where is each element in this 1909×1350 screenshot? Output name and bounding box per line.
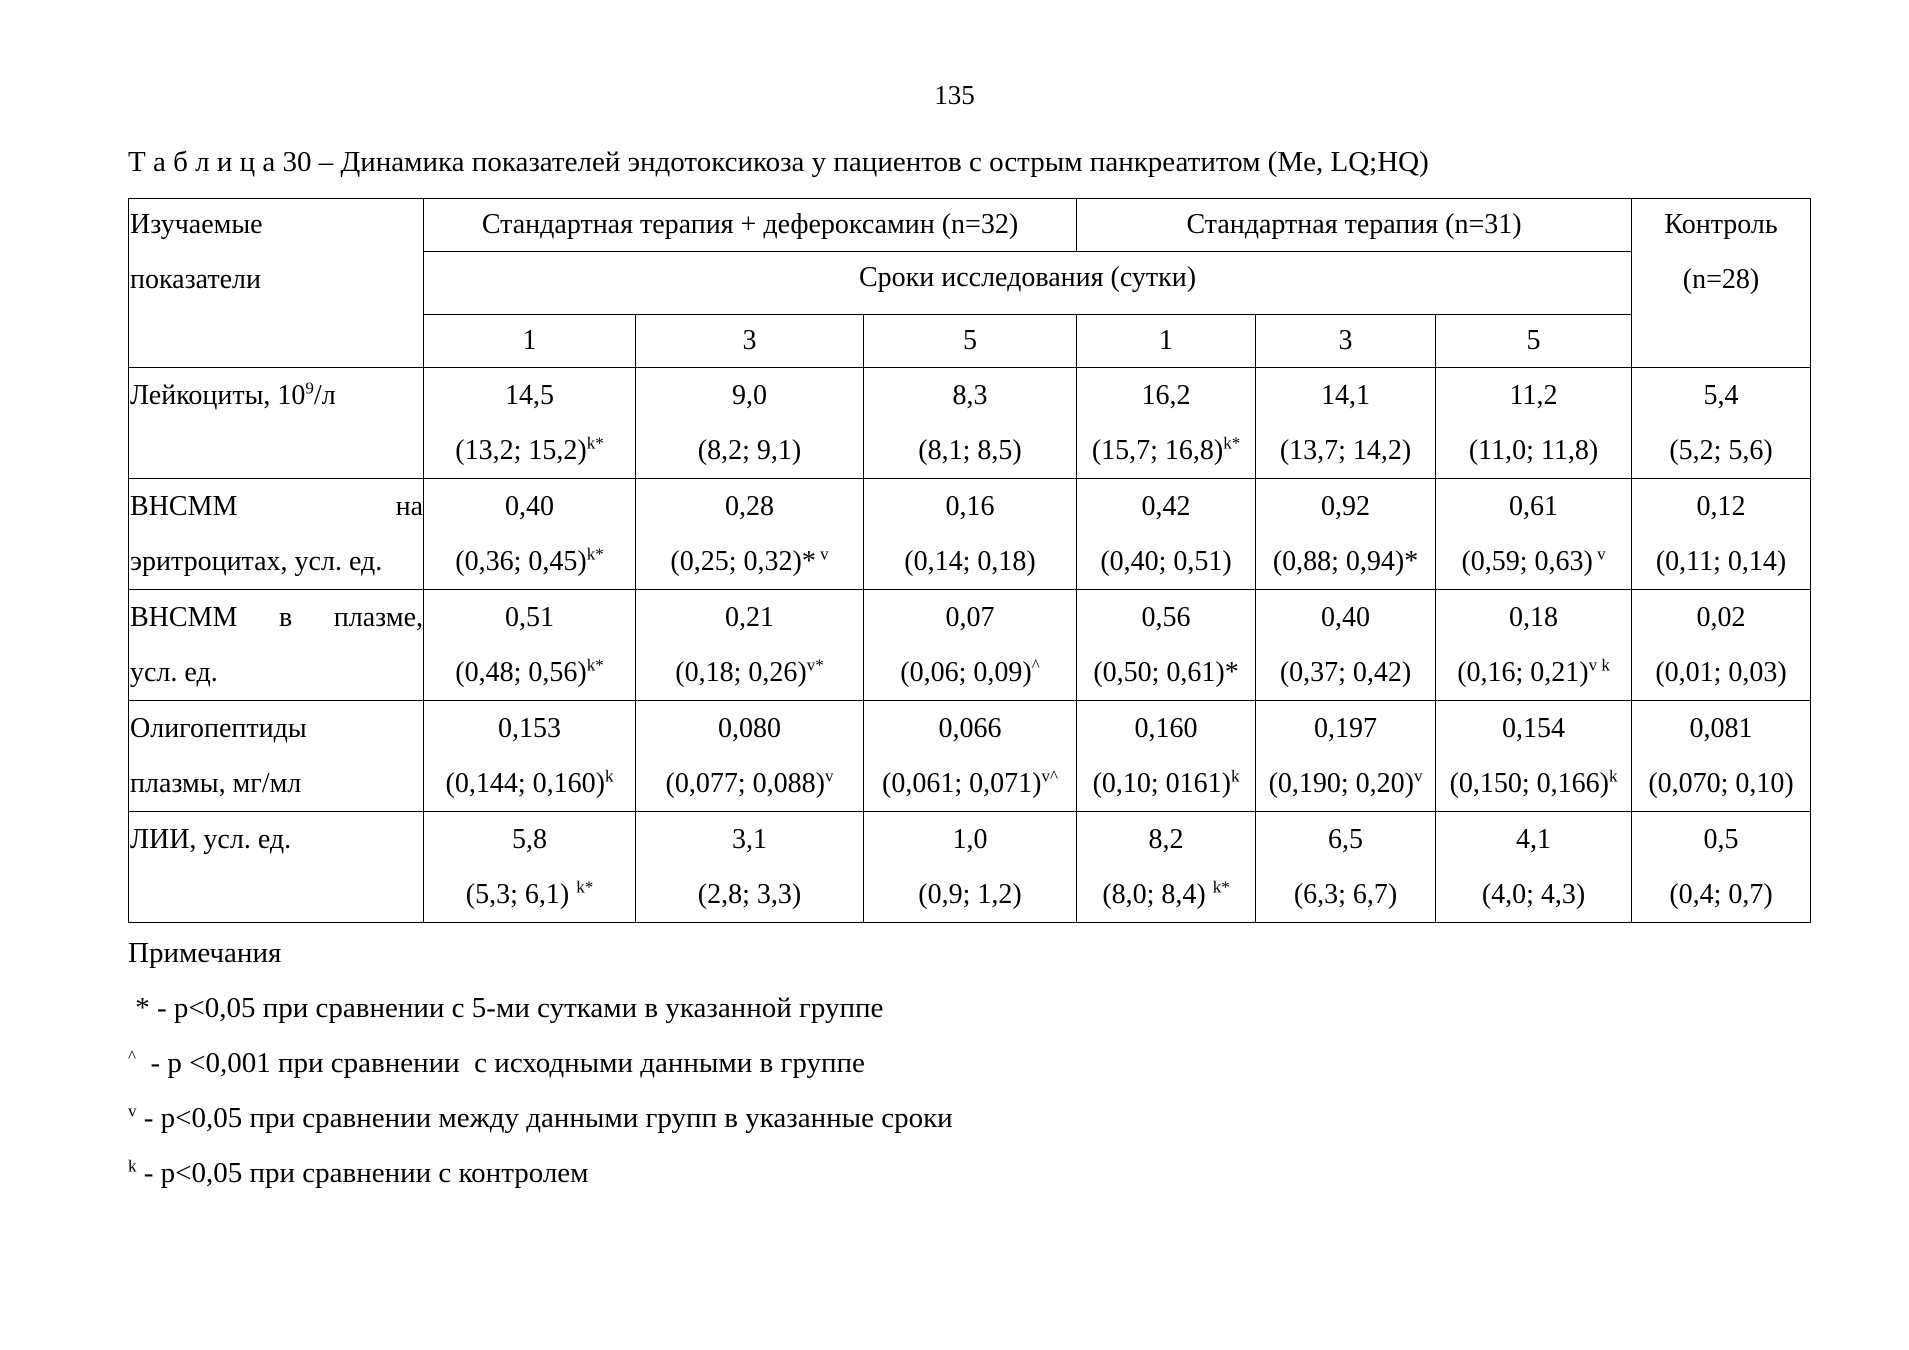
- data-cell: [636, 812, 864, 923]
- data-cell: [636, 479, 864, 590]
- cell-range: (0,40; 0,51): [1100, 546, 1232, 577]
- cell-median: 0,066: [938, 713, 1002, 744]
- cell-mark: v k: [1588, 655, 1610, 675]
- row-label: [129, 368, 424, 479]
- data-cell: [424, 701, 636, 812]
- table-row: [129, 812, 1811, 923]
- data-cell: [424, 590, 636, 701]
- row-label-text: Лейкоциты, 10: [130, 380, 306, 411]
- cell-range: (11,0; 11,8): [1468, 435, 1599, 466]
- row-label: [129, 479, 424, 590]
- data-cell: [1256, 590, 1436, 701]
- cell-range: (0,37; 0,42): [1279, 657, 1412, 688]
- data-cell: [1436, 590, 1632, 701]
- cell-median: 5,4: [1703, 380, 1739, 411]
- row-label-word: плазме,: [333, 602, 423, 633]
- table-row: [129, 368, 1811, 479]
- data-cell: [1256, 479, 1436, 590]
- table-row: [129, 701, 1811, 812]
- row-label: [129, 812, 424, 923]
- cell-mark: v: [824, 766, 834, 786]
- cell-median: 0,61: [1509, 491, 1559, 522]
- note-item: [128, 1036, 953, 1091]
- cell-median: 0,16: [945, 491, 995, 522]
- cell-range: (0,14; 0,18): [904, 546, 1036, 577]
- cell-mark: v*: [806, 655, 824, 675]
- cell-mark: k: [1609, 766, 1618, 786]
- row-label-sup: 9: [305, 378, 314, 398]
- row-label-word: ВНСММ: [130, 491, 238, 522]
- note-item: [128, 1146, 953, 1201]
- data-cell: [1436, 479, 1632, 590]
- cell-mark: v: [815, 544, 829, 564]
- row-label-line1: Олигопептиды: [130, 713, 307, 744]
- cell-median: 0,02: [1696, 602, 1746, 633]
- cell-range: (8,1; 8,5): [918, 435, 1022, 466]
- row-label-line2: эритроцитах, усл. ед.: [130, 546, 383, 577]
- data-cell: [864, 701, 1077, 812]
- header-day: 1: [424, 315, 636, 368]
- cell-range: (13,7; 14,2): [1279, 435, 1412, 466]
- cell-range: (0,01; 0,03): [1655, 657, 1787, 688]
- cell-range: (0,190; 0,20): [1268, 768, 1414, 799]
- data-cell: [1077, 590, 1256, 701]
- header-control-cell: [1632, 199, 1811, 368]
- data-cell: [1256, 368, 1436, 479]
- cell-median: 0,21: [725, 602, 774, 633]
- cell-median: 0,080: [718, 713, 781, 744]
- cell-range: (0,06; 0,09): [900, 657, 1032, 688]
- control-cell: [1632, 479, 1811, 590]
- cell-mark: k*: [1223, 433, 1241, 453]
- control-cell: [1632, 812, 1811, 923]
- control-cell: [1632, 590, 1811, 701]
- cell-median: 0,51: [505, 602, 554, 633]
- cell-range: (13,2; 15,2): [455, 435, 587, 466]
- cell-range: (0,50; 0,61)*: [1093, 657, 1239, 688]
- cell-mark: k*: [576, 877, 594, 897]
- data-cell: [636, 701, 864, 812]
- cell-range: (0,25; 0,32)*: [670, 546, 816, 577]
- cell-median: 11,2: [1509, 380, 1558, 411]
- header-control-line1: Контроль: [1664, 209, 1778, 240]
- cell-range: (0,150; 0,166): [1449, 768, 1609, 799]
- cell-range: (0,18; 0,26): [675, 657, 807, 688]
- cell-mark: k*: [586, 655, 604, 675]
- header-group-deferoxamine: Стандартная терапия + дефероксамин (n=32): [424, 199, 1077, 252]
- note-item: [128, 981, 953, 1036]
- note-text: * - р<0,05 при сравнении с 5-ми сутками в указанной группе: [128, 992, 884, 1024]
- endotoxicosis-table: [128, 198, 1811, 923]
- cell-mark: v: [1414, 766, 1423, 786]
- cell-median: 0,28: [725, 491, 774, 522]
- page-number: 135: [934, 80, 975, 110]
- cell-range: (0,9; 1,2): [918, 879, 1022, 910]
- cell-mark: ^: [1031, 655, 1040, 675]
- cell-range: (0,36; 0,45): [455, 546, 587, 577]
- cell-range: (2,8; 3,3): [697, 879, 802, 910]
- cell-median: 0,56: [1141, 602, 1191, 633]
- note-symbol: k: [128, 1156, 137, 1176]
- row-label-line2: усл. ед.: [130, 657, 218, 688]
- cell-median: 0,197: [1314, 713, 1378, 744]
- cell-range: (0,4; 0,7): [1669, 879, 1773, 910]
- data-cell: [424, 812, 636, 923]
- data-cell: [864, 368, 1077, 479]
- cell-range: (5,2; 5,6): [1669, 435, 1773, 466]
- header-terms: Сроки исследования (сутки): [424, 252, 1632, 315]
- cell-median: 3,1: [732, 824, 767, 855]
- cell-median: 0,42: [1141, 491, 1191, 522]
- data-cell: [1077, 479, 1256, 590]
- table-notes: [128, 926, 953, 1201]
- data-cell: [636, 590, 864, 701]
- cell-median: 0,07: [945, 602, 995, 633]
- cell-median: 5,8: [512, 824, 547, 855]
- data-cell: [1077, 812, 1256, 923]
- data-cell: [1436, 812, 1632, 923]
- cell-median: 8,3: [952, 380, 988, 411]
- cell-mark: v: [1592, 544, 1606, 564]
- data-cell: [1077, 368, 1256, 479]
- data-cell: [424, 368, 636, 479]
- cell-median: 8,2: [1148, 824, 1184, 855]
- data-cell: [1256, 701, 1436, 812]
- cell-range: (0,070; 0,10): [1648, 768, 1794, 799]
- cell-median: 14,5: [505, 380, 554, 411]
- header-indicator-line1: Изучаемые: [130, 209, 263, 240]
- data-cell: [1436, 701, 1632, 812]
- cell-range: (0,59; 0,63): [1461, 546, 1593, 577]
- control-cell: [1632, 701, 1811, 812]
- header-group-standard: Стандартная терапия (n=31): [1077, 199, 1632, 252]
- header-indicator-line2: показатели: [130, 264, 261, 295]
- cell-range: (0,48; 0,56): [455, 657, 587, 688]
- cell-median: 0,92: [1321, 491, 1371, 522]
- cell-median: 16,2: [1141, 380, 1191, 411]
- cell-range: (0,10; 0161): [1092, 768, 1231, 799]
- row-label: [129, 590, 424, 701]
- cell-mark: k*: [586, 433, 604, 453]
- cell-mark: k*: [1212, 877, 1230, 897]
- header-indicator-cell: [129, 199, 424, 368]
- row-label-word: на: [395, 491, 423, 522]
- data-cell: [864, 479, 1077, 590]
- cell-range: (0,11; 0,14): [1655, 546, 1787, 577]
- cell-mark: k: [604, 766, 614, 786]
- cell-mark: k: [1231, 766, 1240, 786]
- row-label-tail: /л: [313, 380, 336, 411]
- data-cell: [636, 368, 864, 479]
- data-cell: [1436, 368, 1632, 479]
- cell-median: 1,0: [952, 824, 988, 855]
- cell-median: 0,081: [1689, 713, 1753, 744]
- cell-mark: v^: [1041, 766, 1058, 786]
- cell-median: 0,154: [1502, 713, 1566, 744]
- table-row: [129, 479, 1811, 590]
- cell-range: (0,077; 0,088): [665, 768, 825, 799]
- cell-median: 0,153: [498, 713, 561, 744]
- row-label-word: ВНСММ: [130, 602, 238, 633]
- data-cell: [864, 590, 1077, 701]
- note-symbol: ^: [128, 1046, 136, 1066]
- cell-median: 0,40: [1321, 602, 1371, 633]
- notes-title: Примечания: [128, 937, 282, 969]
- cell-median: 9,0: [732, 380, 767, 411]
- note-item: [128, 1091, 953, 1146]
- cell-mark: k*: [586, 544, 604, 564]
- cell-median: 0,12: [1696, 491, 1746, 522]
- header-control-line2: (n=28): [1682, 264, 1760, 295]
- header-day: 3: [1256, 315, 1436, 368]
- row-label-line2: плазмы, мг/мл: [130, 768, 302, 799]
- note-text: - р<0,05 при сравнении между данными групп в указанные сроки: [136, 1102, 953, 1134]
- control-cell: [1632, 368, 1811, 479]
- cell-range: (0,144; 0,160): [445, 768, 605, 799]
- data-cell: [424, 479, 636, 590]
- header-day: 5: [1436, 315, 1632, 368]
- data-cell: [864, 812, 1077, 923]
- cell-range: (0,061; 0,071): [882, 768, 1042, 799]
- row-label-word: в: [278, 602, 293, 633]
- cell-range: (15,7; 16,8): [1091, 435, 1224, 466]
- header-day: 1: [1077, 315, 1256, 368]
- header-day: 5: [864, 315, 1077, 368]
- cell-range: (0,88; 0,94)*: [1272, 546, 1419, 577]
- cell-median: 0,40: [505, 491, 554, 522]
- table-caption: Т а б л и ц а 30 – Динамика показателей эндотоксикоза у пациентов с острым панкреатитом (Me, LQ;HQ): [128, 146, 1429, 178]
- cell-range: (8,0; 8,4): [1102, 879, 1213, 910]
- cell-range: (6,3; 6,7): [1293, 879, 1398, 910]
- cell-range: (5,3; 6,1): [465, 879, 577, 910]
- cell-range: (8,2; 9,1): [697, 435, 802, 466]
- cell-median: 0,160: [1134, 713, 1198, 744]
- table-row: [129, 590, 1811, 701]
- header-day: 3: [636, 315, 864, 368]
- cell-median: 6,5: [1328, 824, 1364, 855]
- cell-range: (4,0; 4,3): [1481, 879, 1586, 910]
- note-text: - р<0,05 при сравнении с контролем: [136, 1157, 589, 1189]
- cell-median: 4,1: [1516, 824, 1552, 855]
- note-text: - р <0,001 при сравнении с исходными данными в группе: [135, 1047, 865, 1079]
- data-cell: [1077, 701, 1256, 812]
- note-symbol: v: [128, 1101, 137, 1121]
- cell-range: (0,16; 0,21): [1457, 657, 1589, 688]
- cell-median: 0,18: [1509, 602, 1559, 633]
- data-cell: [1256, 812, 1436, 923]
- header-row-groups: [129, 199, 1811, 252]
- row-label: [129, 701, 424, 812]
- row-label-line1: ЛИИ, усл. ед.: [130, 824, 292, 855]
- cell-median: 0,5: [1703, 824, 1739, 855]
- cell-median: 14,1: [1321, 380, 1371, 411]
